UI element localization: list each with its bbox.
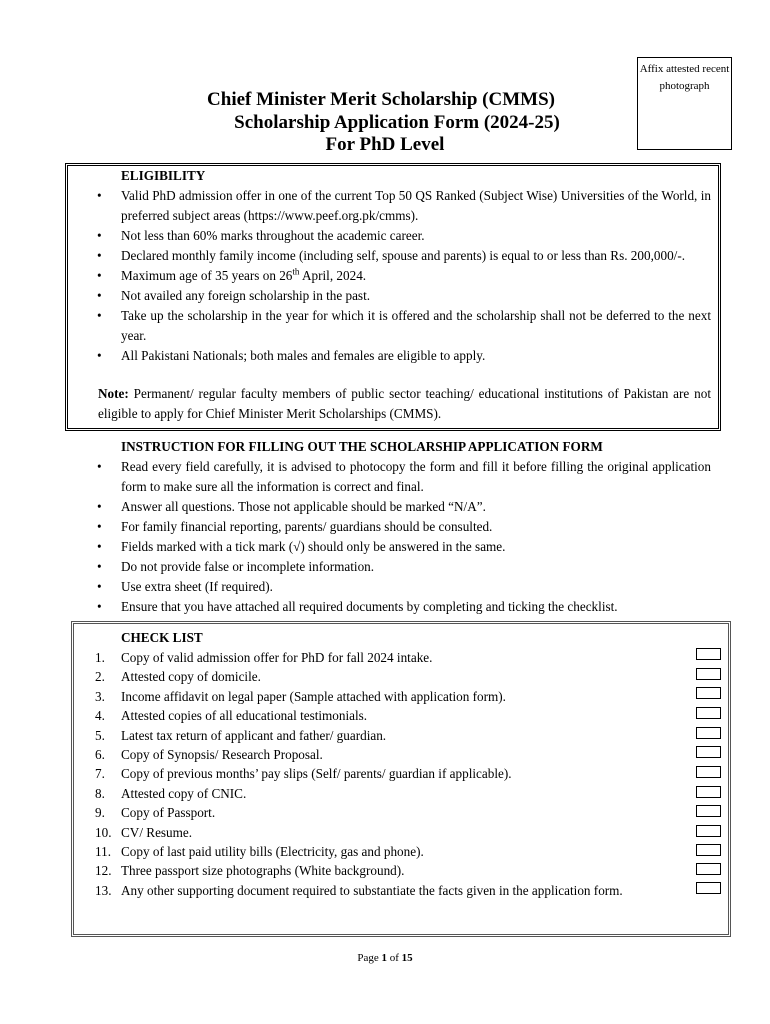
checklist-checkbox-7[interactable] bbox=[696, 766, 721, 778]
form-title-line3: For PhD Level bbox=[325, 134, 445, 155]
list-item: • All Pakistani Nationals; both males and females are eligible to apply. bbox=[95, 346, 711, 366]
checklist-checkbox-1[interactable] bbox=[696, 648, 721, 660]
checklist-checkbox-4[interactable] bbox=[696, 707, 721, 719]
checklist-checkbox-12[interactable] bbox=[696, 863, 721, 875]
form-title-line2: Scholarship Application Form (2024-25) bbox=[234, 112, 560, 133]
list-item: • Declared monthly family income (including self, spouse and parents) is equal to or less than Rs. 200,000/-. bbox=[95, 246, 711, 266]
list-item: • Take up the scholarship in the year for which it is offered and the scholarship shall not be deferred to the next year. bbox=[95, 306, 711, 346]
checklist-heading: CHECK LIST bbox=[121, 630, 203, 645]
checklist-item: 6. Copy of Synopsis/ Research Proposal. bbox=[95, 747, 323, 763]
list-item: • Not less than 60% marks throughout the academic career. bbox=[95, 226, 711, 246]
checklist-checkbox-13[interactable] bbox=[696, 882, 721, 894]
page-number: 1 bbox=[381, 952, 387, 964]
photo-box-text: Affix attested recent photograph bbox=[639, 63, 730, 92]
of-label: of bbox=[389, 952, 399, 964]
checklist-item: 3. Income affidavit on legal paper (Sample attached with application form). bbox=[95, 688, 506, 704]
checklist-list bbox=[95, 648, 695, 900]
list-item: • Use extra sheet (If required). bbox=[95, 577, 711, 597]
checklist-checkbox-6[interactable] bbox=[696, 746, 721, 758]
list-item: • Answer all questions. Those not applicable should be marked “N/A”. bbox=[95, 497, 711, 517]
eligibility-heading: ELIGIBILITY bbox=[121, 168, 206, 183]
list-item: • For family financial reporting, parents/ guardians should be consulted. bbox=[95, 517, 711, 537]
checklist-section bbox=[95, 628, 695, 900]
checklist-item: 11. Copy of last paid utility bills (Electricity, gas and phone). bbox=[95, 844, 424, 860]
list-item: • Not availed any foreign scholarship in the past. bbox=[95, 286, 711, 306]
list-item: • Valid PhD admission offer in one of the current Top 50 QS Ranked (Subject Wise) Universities of the World, in preferred subject areas (https://www.peef.org.pk/cmms). bbox=[95, 186, 711, 226]
checklist-checkbox-11[interactable] bbox=[696, 844, 721, 856]
instructions-section bbox=[95, 437, 711, 617]
checklist-checkbox-9[interactable] bbox=[696, 805, 721, 817]
instructions-list bbox=[95, 457, 711, 617]
checklist-item: 1. Copy of valid admission offer for PhD for fall 2024 intake. bbox=[95, 650, 433, 665]
checklist-checkbox-8[interactable] bbox=[696, 786, 721, 798]
form-title-line1: Chief Minister Merit Scholarship (CMMS) bbox=[207, 89, 555, 110]
checklist-item: 4. Attested copies of all educational testimonials. bbox=[95, 708, 368, 724]
checklist-checkbox-5[interactable] bbox=[696, 727, 721, 739]
note-text: Permanent/ regular faculty members of public sector teaching/ educational institutions of Pakistan are not eligible to apply for Chief Minister Merit Scholarships (CMMS). bbox=[98, 386, 711, 421]
checklist-checkbox-2[interactable] bbox=[696, 668, 721, 680]
list-item: • Ensure that you have attached all required documents by completing and ticking the checklist. bbox=[95, 597, 711, 617]
list-item: • Maximum age of 35 years on 26th April, 2024. bbox=[95, 266, 711, 286]
checklist-item: 9. Copy of Passport. bbox=[95, 805, 216, 821]
checklist-checkbox-10[interactable] bbox=[696, 825, 721, 837]
checklist-item: 7. Copy of previous months’ pay slips (Self/ parents/ guardian if applicable). bbox=[95, 766, 512, 782]
page-label: Page bbox=[357, 952, 379, 964]
checklist-item: 10. CV/ Resume. bbox=[95, 824, 193, 840]
eligibility-section bbox=[95, 166, 711, 366]
page-total: 15 bbox=[401, 952, 413, 964]
instructions-heading: INSTRUCTION FOR FILLING OUT THE SCHOLARSHIP APPLICATION FORM bbox=[121, 439, 603, 454]
eligibility-note bbox=[98, 384, 711, 424]
page-footer bbox=[0, 952, 770, 964]
checklist-item: 2. Attested copy of domicile. bbox=[95, 669, 261, 685]
checklist-item: 8. Attested copy of CNIC. bbox=[95, 785, 247, 801]
checklist-item: 13. Any other supporting document required to substantiate the facts given in the application form. bbox=[95, 882, 623, 898]
checklist-checkbox-3[interactable] bbox=[696, 687, 721, 699]
note-label: Note: bbox=[98, 386, 129, 401]
checklist-item: 5. Latest tax return of applicant and father/ guardian. bbox=[95, 727, 387, 743]
list-item: • Do not provide false or incomplete information. bbox=[95, 557, 711, 577]
list-item: • Read every field carefully, it is advised to photocopy the form and fill it before filling the original application form to make sure all the information is correct and final. bbox=[95, 457, 711, 497]
list-item: • Fields marked with a tick mark (√) should only be answered in the same. bbox=[95, 537, 711, 557]
eligibility-list bbox=[95, 186, 711, 366]
checklist-item: 12. Three passport size photographs (White background). bbox=[95, 863, 405, 879]
